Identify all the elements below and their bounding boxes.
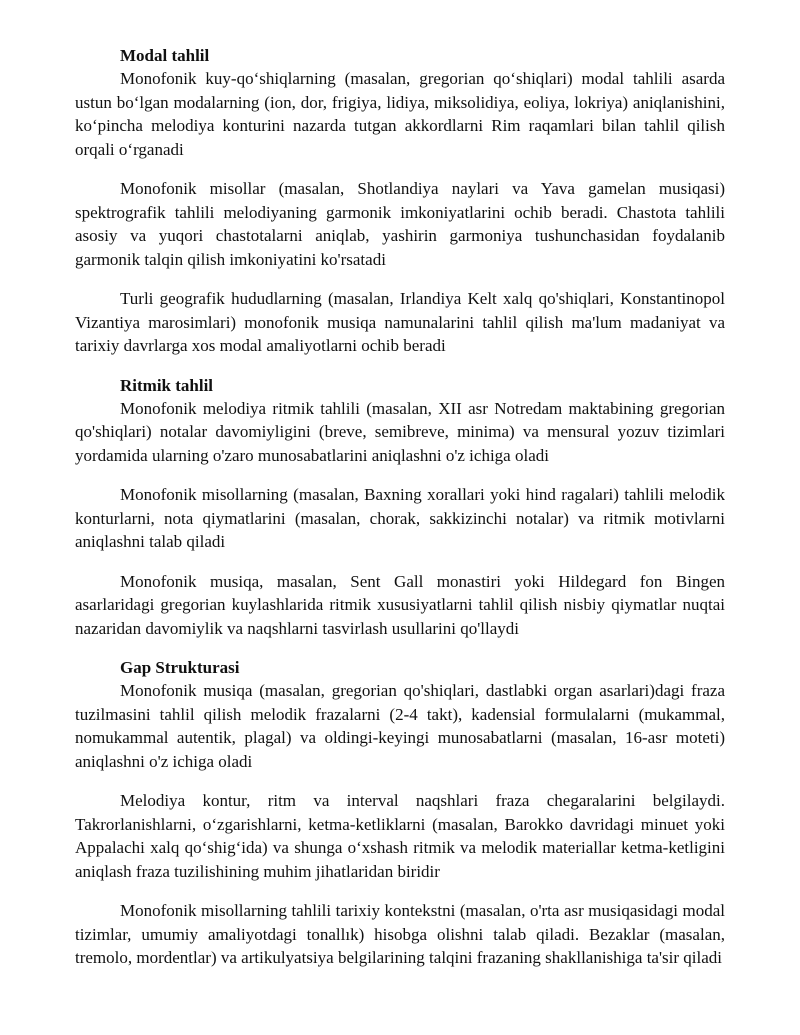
paragraph: Monofonik misollarning tahlili tarixiy kontekstni (masalan, o'rta asr musiqasidagi modal tizimlar, umumiy amaliyotdagi tonallık) hisobga olishni talab qiladi. Bezaklar (masalan, tremolo, mordentlar) va artikulyatsiya belgilarining talqini frazaning shakllanishiga ta'sir qiladi (75, 901, 725, 967)
paragraph: Monofonik musiqa, masalan, Sent Gall monastiri yoki Hildegard fon Bingen asarlaridagi gregorian kuylashlarida ritmik xususiyatlarni tahlil qilish nisbiy qiymatlar nuqtai nazaridan davomiylik va naqshlarni tasvirlash usullarini qo'llaydi (75, 571, 725, 638)
paragraph: Monofonik melodiya ritmik tahlili (masalan, XII asr Notredam maktabining gregorian qo'shiqlari) notalar davomiyligini (breve, semibreve, minima) va mensural yozuv tizimlari yordamida ularning o'zaro munosabatlarini aniqlashni o'z ichiga oladi (75, 398, 725, 465)
section-heading-ritmik-tahlil: Ritmik tahlil (120, 375, 214, 395)
paragraph: Monofonik misollarning (masalan, Baxning xorallari yoki hind ragalari) tahlili melodik konturlarni, nota qiymatlarini (masalan, chorak, sakkizinchi notalar) va ritmik motivlarni aniqlashni talab qiladi (75, 485, 725, 551)
section-heading-modal-tahlil: Modal tahlil (120, 46, 210, 65)
paragraph: Monofonik musiqa (masalan, gregorian qo'shiqlari, dastlabki organ asarlari)dagi fraza tuzilmasini tahlil qilish melodik frazalarni (2-4 takt), kadensial formulalarni (mukammal, nomukammal autentik, plagal) va oldingi-keyingi munosabatlarni (masalan, 16-asr moteti) aniqlashni o'z ichiga oladi (75, 681, 725, 771)
paragraph: Monofonik misollar (masalan, Shotlandiya naylari va Yava gamelan musiqasi) spektrografik tahlili melodiyaning garmonik imkoniyatlarini ochib beradi. Chastota tahlili asosiy va yuqori chastotalarni aniqlab, yashirin garmoniya tushunchasidan foydalanib garmonik talqin qilish imkoniyatini ko'rsatadi (75, 179, 725, 269)
section-heading-gap-strukturasi: Gap Strukturasi (120, 658, 240, 677)
paragraph: Turli geografik hududlarning (masalan, Irlandiya Kelt xalq qo'shiqlari, Konstantinopol Vizantiya marosimlari) monofonik musiqa namunalarini tahlil qilish ma'lum madaniyat va tarixiy davrlarga xos modal amaliyotlarni ochib beradi (75, 289, 725, 355)
paragraph: Melodiya kontur, ritm va interval naqshlari fraza chegaralarini belgilaydi. Takrorlanishlarni, o‘zgarishlarni, ketma-ketliklarni (masalan, Barokko davridagi minuet yoki Appalachi xalq qo‘shig‘ida) va shunga o‘xshash ritmik va melodik materiallar ketma-ketligini aniqlash fraza tuzilishining muhim jihatlaridan biridir (75, 791, 725, 881)
paragraph: Monofonik kuy-qo‘shiqlarning (masalan, gregorian qo‘shiqlari) modal tahlili asarda ustun bo‘lgan modalarning (ion, dor, frigiya, lidiya, miksolidiya, eoliya, lokriya) aniqlanishini, ko‘pincha melodiya konturini nazarda tutgan akkordlarni Rim raqamlari bilan tahlil qilish orqali o‘rganadi (75, 69, 725, 159)
